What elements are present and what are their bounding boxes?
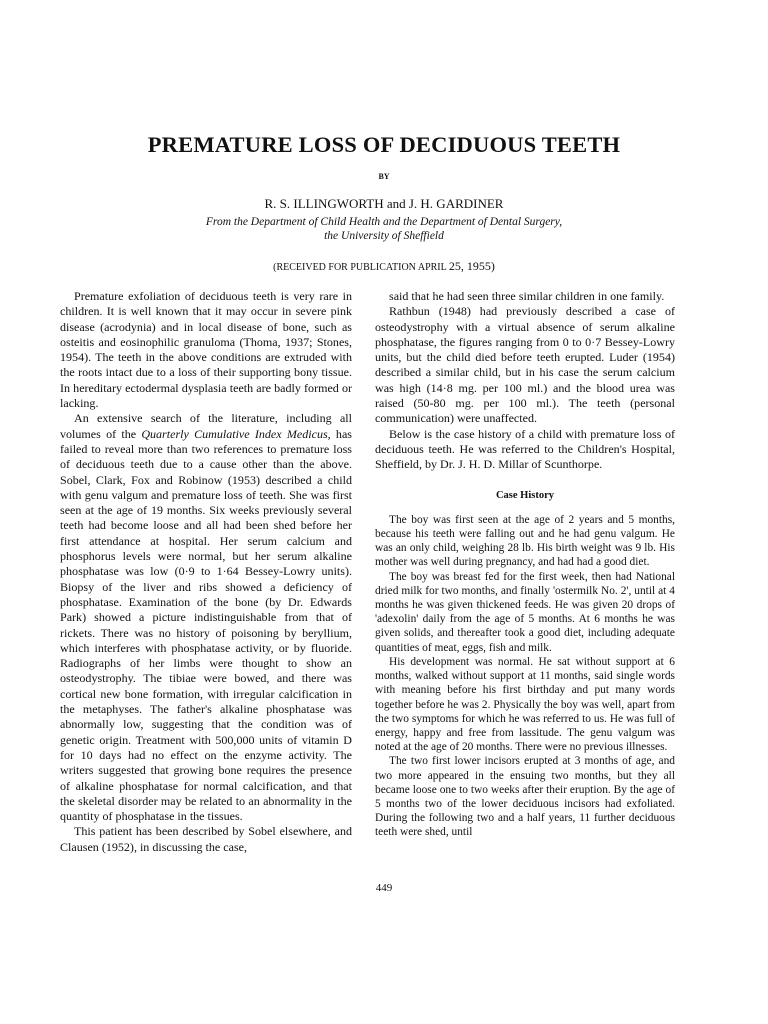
left-column [60,289,352,855]
left-paragraph-2-rest: , has failed to reveal more than two references to premature loss of deciduous teeth due to a cause other than the above. Sobel, Clark, Fox and Robinow (1953) described a child with genu valgum and premature loss of teeth. She was first seen at the age of 19 months. Six weeks previously several teeth had become loose and all had been shed before her first attendance at hospital. Her serum calcium and phosphorus levels were normal, but her serum alkaline phosphatase was low (0·9 to 1·64 Bessey-Lowry units). Biopsy of the liver and ribs showed a deficiency of phosphatase. Examination of the bone (by Dr. Edwards Park) showed a picture indistinguishable from that of rickets. There was no history of poisoning by beryllium, which interferes with phosphatase activity, or by fluoride. Radiographs of her limbs were thought to show an osteodystrophy. The tibiae were bowed, and there was cortical new bone formation, with irregular calcification in the metaphyses. The father's alkaline phosphatase was abnormally low, suggesting that the condition was of genetic origin. Treatment with 500,000 units of vitamin D for 10 days had no effect on the enzyme activity. The writers suggested that growing bone requires the presence of alkaline phosphatase for normal calcification, and that the skeletal disorder may be related to an abnormality in the quantity of phosphatase in the tissues. [60,426,352,824]
article-title: PREMATURE LOSS OF DECIDUOUS TEETH [147,132,621,157]
case-paragraph-4: The two first lower incisors erupted at 3 months of age, and two more appeared in the ensuing two months, but they all became loose one to two weeks after their eruption. By the age of 5 months two of the lower deciduous incisors had exfoliated. During the following two and a half years, 11 further deciduous teeth were shed, until [375,755,675,839]
case-paragraph-1: The boy was first seen at the age of 2 years and 5 months, because his teeth were falling out and he had genu valgum. He was an only child, weighing 28 lb. His birth weight was 9 lb. His mother was well during pregnancy, and had had a good diet. [375,513,675,569]
right-column [375,289,675,840]
byline-label: BY [378,172,390,181]
case-paragraph-2: The boy was breast fed for the first week, then had National dried milk for two months, and finally 'ostermilk No. 2', until at 4 months he was given thickened feeds. He was given 20 drops of 'adexolin' daily from the age of 5 months. At 6 months he was given solids, and thereafter took a good diet, including adequate quantities of meat, eggs, fish and milk. [375,570,675,654]
affiliation-line-1: From the Department of Child Health and the Department of Dental Surgery, [205,216,563,228]
left-paragraph-2 [60,411,352,824]
case-history-heading: Case History [495,489,555,501]
right-paragraph-3: Below is the case history of a child with premature loss of deciduous teeth. He was referred to the Children's Hospital, Sheffield, by Dr. J. H. D. Millar of Scunthorpe. [375,426,675,472]
affiliation-line-2: the University of Sheffield [324,230,444,242]
left-paragraph-3: This patient has been described by Sobel elsewhere, and Clausen (1952), in discussing the case, [60,824,352,854]
case-history-body [375,513,675,840]
authors: R. S. ILLINGWORTH and J. H. GARDINER [264,196,504,211]
received-note [0,259,768,274]
received-label: (RECEIVED FOR PUBLICATION APRIL [273,262,447,273]
journal-title-italic: Quarterly Cumulative Index Medicus [141,426,328,441]
left-paragraph-2-start: An extensive search of the literature, including all volumes of the [60,411,352,441]
affiliation [0,215,768,243]
left-paragraph-1: Premature exfoliation of deciduous teeth is very rare in children. It is well known that it may occur in severe pink disease (acrodynia) and in local disease of bone, such as osteitis and eosinophilic granuloma (Thoma, 1937; Stones, 1954). The teeth in the above conditions are extruded with the roots intact due to a loss of their supporting bony tissue. In hereditary ectodermal dysplasia teeth are badly formed or lacking. [60,289,352,411]
case-paragraph-3: His development was normal. He sat without support at 6 months, walked without support at 11 months, said single words with meaning before his first birthday and put many words together before he was 2. Physically the boy was well, apart from the two symptoms for which he was referred to us. He was full of energy, happy and free from lassitude. The genu valgum was noted at the age of 20 months. There were no previous illnesses. [375,655,675,754]
received-date: 25, 1955) [448,259,495,273]
page-number: 449 [375,882,393,894]
right-paragraph-2: Rathbun (1948) had previously described a case of osteodystrophy with a virtual absence of serum alkaline phosphatase, the figures ranging from 0 to 0·7 Bessey-Lowry units, but the child died before teeth erupted. Luder (1954) described a similar child, but in his case the serum calcium was high (14·8 mg. per 100 ml.) and the blood urea was raised (50-80 mg. per 100 ml.). The teeth (personal communication) were unaffected. [375,304,675,426]
right-paragraph-1: said that he had seen three similar children in one family. [389,289,665,303]
